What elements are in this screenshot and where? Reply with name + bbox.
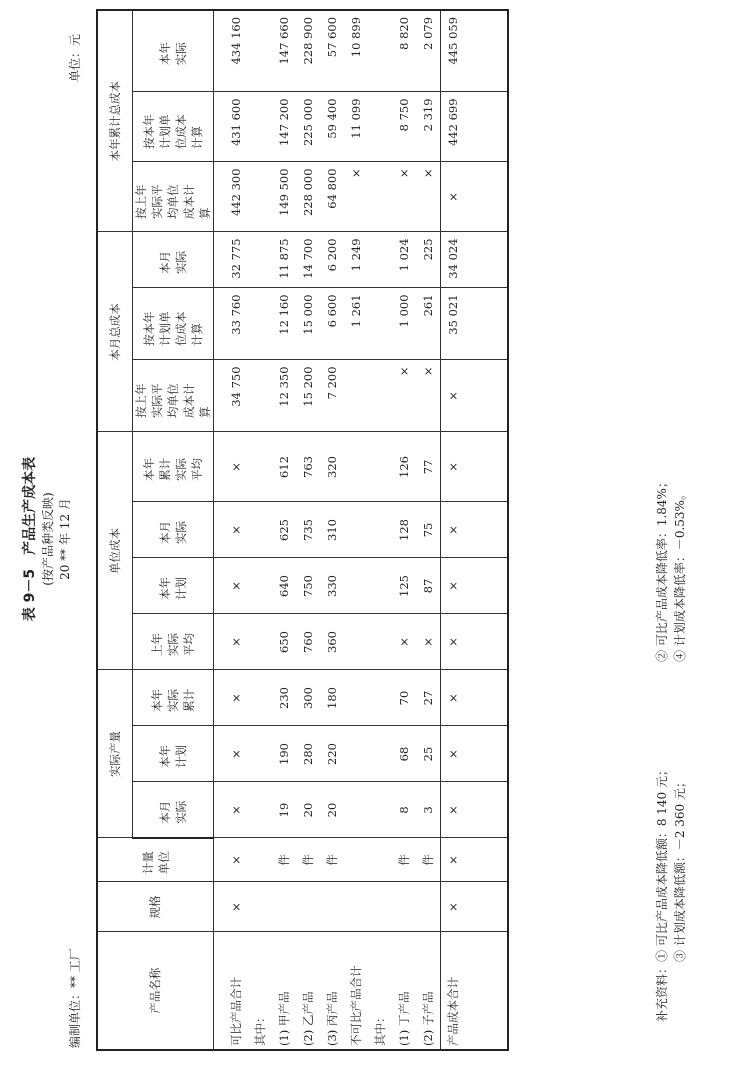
cell-yt-by-last-year-3: 228 000 bbox=[301, 168, 315, 217]
mt-by-last-year-column bbox=[214, 360, 441, 432]
cell-output-year-cum-6 bbox=[368, 670, 392, 725]
cell-uc-last-year-avg-4: 360 bbox=[325, 631, 339, 653]
header-yt-by-last-year: 按上年实际平均单位成本计算 bbox=[133, 162, 214, 232]
cell-spec-1 bbox=[248, 883, 272, 932]
cell-output-year-cum-0: × bbox=[229, 693, 243, 703]
output-year-plan-column bbox=[214, 726, 441, 782]
cell-output-month-actual-1 bbox=[248, 783, 272, 838]
cell-spec-7 bbox=[392, 883, 416, 932]
report-period: 20 ** 年 12 月 bbox=[58, 498, 72, 580]
cell-uc-year-plan-7: 125 bbox=[397, 575, 411, 597]
header-unit: 计量单位 bbox=[97, 838, 214, 882]
uc-year-plan-column bbox=[214, 558, 441, 614]
header-yt-by-plan: 按本年计划单位成本计算 bbox=[133, 92, 214, 162]
cell-uc-last-year-avg-3: 760 bbox=[301, 631, 315, 653]
cell-mt-by-plan-2: 12 160 bbox=[277, 294, 291, 335]
header-output-month-actual: 本月实际 bbox=[133, 782, 214, 838]
cell-yt-actual-1 bbox=[248, 11, 272, 92]
cell-mt-by-last-year-2: 12 350 bbox=[277, 366, 291, 407]
cell-mt-actual-0: 32 775 bbox=[229, 238, 243, 279]
cell-uc-year-cum-avg-8: 77 bbox=[421, 459, 435, 475]
total-output-year-plan: × bbox=[446, 749, 460, 759]
total-name: 产品成本合计 bbox=[446, 977, 460, 1046]
cell-spec-8 bbox=[416, 883, 440, 932]
total-yt-by-plan: 442 699 bbox=[446, 98, 460, 147]
cell-uc-year-cum-avg-1 bbox=[248, 432, 272, 501]
cell-uc-year-plan-4: 330 bbox=[325, 575, 339, 597]
cell-mt-by-plan-8: 261 bbox=[421, 294, 435, 317]
cell-mt-by-last-year-4: 7 200 bbox=[325, 366, 339, 400]
header-actual-output: 实际产量 bbox=[97, 670, 133, 838]
header-uc-year-plan: 本年计划 bbox=[133, 558, 214, 614]
cell-output-month-actual-0: × bbox=[229, 805, 243, 815]
table-title: 表 9－5 产品生产成本表 bbox=[22, 456, 38, 622]
name-column bbox=[214, 932, 441, 1050]
cell-output-year-plan-0: × bbox=[229, 749, 243, 759]
cell-unit-4: 件 bbox=[325, 854, 339, 866]
cell-output-month-actual-3: 20 bbox=[301, 802, 315, 818]
cell-output-year-cum-8: 27 bbox=[421, 690, 435, 706]
header-uc-month-actual: 本月实际 bbox=[133, 502, 214, 558]
cell-mt-by-last-year-3: 15 200 bbox=[301, 366, 315, 407]
header-mt-actual: 本月实际 bbox=[133, 232, 214, 288]
cell-yt-actual-2: 147 660 bbox=[277, 16, 291, 65]
header-mt-by-plan: 按本年计划单位成本计算 bbox=[133, 288, 214, 360]
cell-yt-by-plan-5: 11 099 bbox=[349, 98, 363, 139]
note-3: ③ 计划成本降低额：－2 360 元； bbox=[673, 776, 687, 962]
cell-uc-last-year-avg-1 bbox=[248, 614, 272, 669]
cell-yt-by-last-year-2: 149 500 bbox=[277, 168, 291, 217]
cell-uc-year-plan-3: 750 bbox=[301, 575, 315, 597]
cell-output-year-plan-8: 25 bbox=[421, 746, 435, 762]
cell-uc-year-cum-avg-2: 612 bbox=[277, 456, 291, 478]
cell-uc-last-year-avg-7: × bbox=[397, 637, 411, 647]
cell-yt-actual-7: 8 820 bbox=[397, 16, 411, 50]
cell-yt-actual-6 bbox=[368, 11, 392, 92]
cell-unit-5 bbox=[344, 839, 368, 882]
cell-mt-by-last-year-1 bbox=[248, 360, 272, 431]
cell-spec-3 bbox=[296, 883, 320, 932]
cell-name-7: (1) 丁产品 bbox=[397, 991, 411, 1046]
cell-uc-month-actual-2: 625 bbox=[277, 519, 291, 541]
cell-yt-by-plan-1 bbox=[248, 92, 272, 161]
cell-output-year-plan-7: 68 bbox=[397, 746, 411, 762]
header-output-year-plan: 本年计划 bbox=[133, 726, 214, 782]
supplementary-notes bbox=[653, 476, 689, 1022]
cell-name-0: 可比产品合计 bbox=[229, 977, 243, 1046]
cell-uc-year-cum-avg-7: 126 bbox=[397, 456, 411, 478]
header-year-total-cost: 本年累计总成本 bbox=[97, 10, 133, 232]
cell-uc-last-year-avg-6 bbox=[368, 614, 392, 669]
header-spec: 规格 bbox=[97, 882, 214, 932]
total-uc-year-plan: × bbox=[446, 581, 460, 591]
spec-column bbox=[214, 882, 441, 932]
cell-output-year-cum-2: 230 bbox=[277, 687, 291, 709]
cell-output-year-plan-3: 280 bbox=[301, 743, 315, 765]
total-uc-month-actual: × bbox=[446, 525, 460, 535]
cell-output-year-plan-2: 190 bbox=[277, 743, 291, 765]
cell-yt-by-last-year-7: × bbox=[397, 168, 411, 179]
cell-output-month-actual-8: 3 bbox=[421, 806, 435, 814]
cell-uc-year-cum-avg-6 bbox=[368, 432, 392, 501]
cell-yt-by-last-year-6 bbox=[368, 162, 392, 231]
cell-unit-8: 件 bbox=[421, 854, 435, 866]
cell-uc-month-actual-5 bbox=[344, 502, 368, 557]
total-mt-by-plan: 35 021 bbox=[446, 294, 460, 335]
cell-spec-5 bbox=[344, 883, 368, 932]
title-block bbox=[20, 0, 74, 1078]
cell-uc-month-actual-0: × bbox=[229, 525, 243, 535]
org-label: 编制单位：** 工厂 bbox=[68, 948, 82, 1048]
cell-name-8: (2) 子产品 bbox=[421, 991, 435, 1046]
yt-by-plan-column bbox=[214, 92, 441, 162]
uc-year-cum-avg-column bbox=[214, 432, 441, 502]
cell-output-month-actual-7: 8 bbox=[397, 806, 411, 814]
cell-yt-by-plan-2: 147 200 bbox=[277, 98, 291, 147]
yt-by-last-year-column bbox=[214, 162, 441, 232]
cell-uc-year-plan-5 bbox=[344, 558, 368, 613]
cell-uc-month-actual-8: 75 bbox=[421, 522, 435, 538]
yt-actual-column bbox=[214, 10, 441, 92]
cell-uc-last-year-avg-8: × bbox=[421, 637, 435, 647]
cell-spec-6 bbox=[368, 883, 392, 932]
cell-mt-by-plan-6 bbox=[368, 288, 392, 359]
cell-mt-actual-1 bbox=[248, 232, 272, 287]
cell-unit-7: 件 bbox=[397, 854, 411, 866]
header-month-total-cost: 本月总成本 bbox=[97, 232, 133, 432]
cell-spec-0: × bbox=[229, 902, 243, 912]
cell-output-year-plan-1 bbox=[248, 727, 272, 782]
cell-uc-last-year-avg-2: 650 bbox=[277, 631, 291, 653]
cell-spec-4 bbox=[320, 883, 344, 932]
cell-mt-by-plan-7: 1 000 bbox=[397, 294, 411, 328]
cell-name-6: 其中： bbox=[373, 1011, 387, 1046]
cell-output-year-plan-5 bbox=[344, 727, 368, 782]
cell-mt-by-plan-3: 15 000 bbox=[301, 294, 315, 335]
total-output-month-actual: × bbox=[446, 805, 460, 815]
cell-unit-1 bbox=[248, 839, 272, 882]
cell-output-year-cum-4: 180 bbox=[325, 687, 339, 709]
cell-yt-by-plan-6 bbox=[368, 92, 392, 161]
output-year-cum-column bbox=[214, 670, 441, 726]
cell-uc-year-plan-2: 640 bbox=[277, 575, 291, 597]
cell-name-5: 不可比产品合计 bbox=[349, 965, 363, 1046]
cell-name-3: (2) 乙产品 bbox=[301, 991, 315, 1046]
cell-uc-month-actual-1 bbox=[248, 502, 272, 557]
total-uc-year-cum-avg: × bbox=[446, 462, 460, 472]
cell-name-4: (3) 丙产品 bbox=[325, 991, 339, 1046]
note-2: ② 可比产品成本降低率：1.84%； bbox=[655, 476, 669, 662]
cell-output-year-cum-7: 70 bbox=[397, 690, 411, 706]
cell-yt-actual-3: 228 900 bbox=[301, 16, 315, 65]
cell-uc-year-plan-6 bbox=[368, 558, 392, 613]
uc-last-year-avg-column bbox=[214, 614, 441, 670]
cell-mt-by-last-year-7: × bbox=[397, 366, 411, 377]
unit-label: 单位：元 bbox=[68, 34, 82, 83]
mt-actual-column bbox=[214, 232, 441, 288]
cell-uc-year-cum-avg-3: 763 bbox=[301, 456, 315, 478]
total-mt-actual: 34 024 bbox=[446, 238, 460, 279]
cell-mt-actual-7: 1 024 bbox=[397, 238, 411, 272]
table-subtitle: (按产品种类反映) bbox=[41, 492, 55, 586]
cell-yt-actual-5: 10 899 bbox=[349, 16, 363, 58]
cell-output-year-plan-4: 220 bbox=[325, 743, 339, 765]
output-month-actual-column bbox=[214, 782, 441, 838]
cell-uc-year-plan-0: × bbox=[229, 581, 243, 591]
cell-yt-by-plan-3: 225 000 bbox=[301, 98, 315, 147]
cell-unit-0: × bbox=[229, 855, 243, 865]
cell-yt-by-last-year-1 bbox=[248, 162, 272, 231]
cell-yt-actual-4: 57 600 bbox=[325, 16, 339, 58]
cell-output-year-plan-6 bbox=[368, 727, 392, 782]
cell-uc-year-cum-avg-4: 320 bbox=[325, 456, 339, 478]
notes-label: 补充资料： bbox=[655, 961, 669, 1022]
cell-mt-actual-4: 6 200 bbox=[325, 238, 339, 272]
cell-output-month-actual-6 bbox=[368, 783, 392, 838]
cell-yt-by-last-year-5: × bbox=[349, 168, 363, 179]
cell-unit-6 bbox=[368, 839, 392, 882]
cell-mt-actual-2: 11 875 bbox=[277, 238, 291, 279]
cell-unit-2: 件 bbox=[277, 854, 291, 866]
cell-uc-year-plan-8: 87 bbox=[421, 578, 435, 594]
cell-mt-by-plan-5: 1 261 bbox=[349, 294, 363, 328]
cell-mt-by-last-year-6 bbox=[368, 360, 392, 431]
cell-spec-2 bbox=[272, 883, 296, 932]
cell-uc-last-year-avg-0: × bbox=[229, 637, 243, 647]
cell-yt-by-plan-7: 8 750 bbox=[397, 98, 411, 132]
cell-yt-by-plan-0: 431 600 bbox=[229, 98, 243, 147]
cell-mt-by-last-year-0: 34 750 bbox=[229, 366, 243, 407]
header-uc-last-year-avg: 上年实际平均 bbox=[133, 614, 214, 670]
cell-yt-actual-8: 2 079 bbox=[421, 16, 435, 50]
cell-yt-by-plan-8: 2 319 bbox=[421, 98, 435, 132]
cell-mt-by-plan-4: 6 600 bbox=[325, 294, 339, 328]
note-4: ④ 计划成本降低率：－0.53%。 bbox=[673, 488, 687, 662]
cell-uc-year-plan-1 bbox=[248, 558, 272, 613]
cell-mt-by-plan-0: 33 760 bbox=[229, 294, 243, 335]
cell-output-month-actual-5 bbox=[344, 783, 368, 838]
cost-table bbox=[96, 9, 509, 1051]
cell-yt-by-last-year-8: × bbox=[421, 168, 435, 179]
cell-uc-year-cum-avg-5 bbox=[344, 432, 368, 501]
header-unit-cost: 单位成本 bbox=[97, 432, 133, 670]
cell-name-1: 其中： bbox=[253, 1011, 267, 1046]
cell-output-year-cum-1 bbox=[248, 670, 272, 725]
cell-uc-month-actual-6 bbox=[368, 502, 392, 557]
cell-yt-by-last-year-4: 64 800 bbox=[325, 168, 339, 209]
cell-uc-month-actual-3: 735 bbox=[301, 519, 315, 541]
total-output-year-cum: × bbox=[446, 693, 460, 703]
cell-uc-year-cum-avg-0: × bbox=[229, 462, 243, 472]
cell-uc-month-actual-4: 310 bbox=[325, 519, 339, 541]
cell-mt-actual-8: 225 bbox=[421, 238, 435, 261]
total-mt-by-last-year: × bbox=[446, 391, 460, 401]
header-yt-actual: 本年实际 bbox=[133, 10, 214, 92]
total-yt-actual: 445 059 bbox=[446, 16, 460, 65]
cell-output-month-actual-4: 20 bbox=[325, 802, 339, 818]
header-output-year-cum: 本年实际累计 bbox=[133, 670, 214, 726]
note-1: ① 可比产品成本降低额：8 140 元； bbox=[655, 764, 669, 962]
cell-output-year-cum-5 bbox=[344, 670, 368, 725]
header-mt-by-last-year: 按上年实际平均单位成本计算 bbox=[133, 360, 214, 432]
table-body-row bbox=[214, 10, 441, 1050]
total-row bbox=[441, 10, 509, 1050]
cell-mt-by-plan-1 bbox=[248, 288, 272, 359]
cell-yt-by-plan-4: 59 400 bbox=[325, 98, 339, 139]
cell-uc-month-actual-7: 128 bbox=[397, 519, 411, 541]
uc-month-actual-column bbox=[214, 502, 441, 558]
header-product-name: 产品名称 bbox=[97, 932, 214, 1050]
cell-yt-by-last-year-0: 442 300 bbox=[229, 168, 243, 217]
header-uc-year-cum-avg: 本年累计实际平均 bbox=[133, 432, 214, 502]
mt-by-plan-column bbox=[214, 288, 441, 360]
cell-name-2: (1) 甲产品 bbox=[277, 991, 291, 1046]
cell-mt-by-last-year-5 bbox=[344, 360, 368, 431]
cell-unit-3: 件 bbox=[301, 854, 315, 866]
total-uc-last-year-avg: × bbox=[446, 637, 460, 647]
cell-mt-actual-6 bbox=[368, 232, 392, 287]
cell-mt-by-last-year-8: × bbox=[421, 366, 435, 377]
cell-output-year-cum-3: 300 bbox=[301, 687, 315, 709]
cell-yt-actual-0: 434 160 bbox=[229, 16, 243, 65]
total-spec: × bbox=[446, 902, 460, 912]
total-unit: × bbox=[446, 855, 460, 865]
cell-mt-actual-3: 14 700 bbox=[301, 238, 315, 279]
unit-column bbox=[214, 838, 441, 882]
cell-mt-actual-5: 1 249 bbox=[349, 238, 363, 272]
cell-output-month-actual-2: 19 bbox=[277, 802, 291, 818]
total-yt-by-last-year: × bbox=[446, 192, 460, 202]
cell-uc-last-year-avg-5 bbox=[344, 614, 368, 669]
